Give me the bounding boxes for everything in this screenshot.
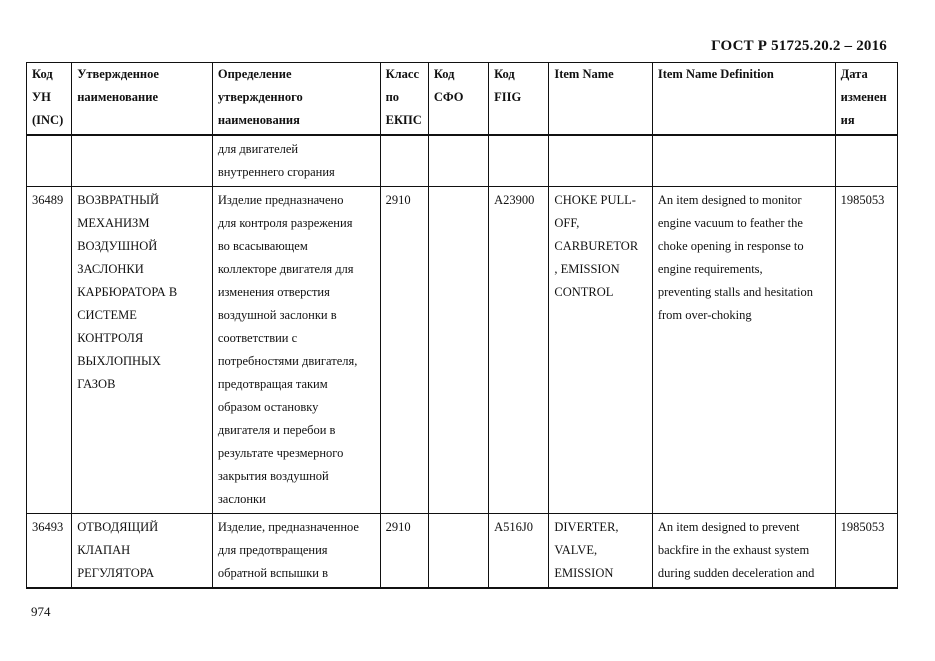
header-text-line: Код [32,67,53,81]
table-cell [380,514,428,589]
cell-text-line: ВЫХЛОПНЫХ [77,354,161,368]
cell-text-line: CHOKE PULL- [554,193,636,207]
cell-text-line: preventing stalls and hesitation [657,285,814,299]
cell-text-line: КЛАПАН [77,543,131,557]
header-text-line: Определение [217,67,292,81]
header-cell [212,63,380,136]
table-cell [835,514,897,589]
table-cell [27,135,72,187]
cell-text-line: Изделие предназначено [217,193,344,207]
header-text-line: Код [494,67,515,81]
header-text-line: ия [840,113,855,127]
cell-text-line: An item designed to monitor [657,193,802,207]
page-number: 974 [31,604,51,619]
cell-text-line: An item designed to prevent [657,520,800,534]
cell-text-line: 36489 [32,193,64,207]
header-cell [549,63,652,136]
table-cell [652,135,835,187]
cell-text-line: from over-choking [657,308,752,322]
cell-text-line: заслонки [217,492,266,506]
cell-text-line: ГАЗОВ [77,377,116,391]
cell-text-line: соответствии с [217,331,298,345]
header-text-line: по [385,90,400,104]
cell-text-line: choke opening in response to [657,239,804,253]
table-cell [380,187,428,514]
table-cell [428,514,488,589]
header-text-line: Утвержденное [77,67,159,81]
table-cell [489,135,549,187]
cell-text-line: изменения отверстия [217,285,330,299]
table-cell [652,187,835,514]
cell-text-line: образом остановку [217,400,319,414]
cell-text-line: CONTROL [554,285,614,299]
cell-text-line: для предотвращения [217,543,328,557]
table-cell [549,135,652,187]
header-text-line: Item Name [554,67,614,81]
cell-text-line: ВОЗВРАТНЫЙ [77,193,160,207]
table-cell [489,514,549,589]
header-text-line: Дата [840,67,868,81]
header-text-line: Item Name Definition [657,67,774,81]
cell-text-line: РЕГУЛЯТОРА [77,566,155,580]
cell-text-line: воздушной заслонки в [217,308,337,322]
cell-text-line: 36493 [32,520,64,534]
header-cell [27,63,72,136]
cell-text-line: engine vacuum to feather the [657,216,803,230]
table-cell [835,135,897,187]
table-cell [72,187,213,514]
table-row [27,514,898,589]
cell-text-line: для контроля разрежения [217,216,353,230]
cell-text-line: 1985053 [840,520,885,534]
header-text-line: наименование [77,90,159,104]
cell-text-line: ОТВОДЯЩИЙ [77,520,159,534]
header-text-line: СФО [433,90,464,104]
cell-text-line: результате чрезмерного [217,446,344,460]
table-cell [380,135,428,187]
cell-text-line: VALVE, [554,543,598,557]
header-cell [489,63,549,136]
header-text-line: (INC) [32,113,64,127]
table-cell [652,514,835,589]
cell-text-line: during sudden deceleration and [657,566,815,580]
cell-text-line: 2910 [385,193,411,207]
table-cell [549,514,652,589]
data-table [26,62,898,589]
cell-text-line: backfire in the exhaust system [657,543,810,557]
header-text-line: утвержденного [217,90,303,104]
header-cell [72,63,213,136]
cell-text-line: КОНТРОЛЯ [77,331,144,345]
cell-text-line: engine requirements, [657,262,763,276]
table-cell [72,514,213,589]
header-cell [652,63,835,136]
header-text-line: ЕКПС [385,113,422,127]
table-cell [27,514,72,589]
cell-text-line: A23900 [494,193,535,207]
cell-text-line: EMISSION [554,566,614,580]
cell-text-line: для двигателей [217,142,299,156]
cell-text-line: двигателя и перебои в [217,423,336,437]
cell-text-line: закрытия воздушной [217,469,329,483]
cell-text-line: коллекторе двигателя для [217,262,354,276]
table-cell [212,187,380,514]
header-cell [380,63,428,136]
cell-text-line: во всасывающем [217,239,308,253]
table-cell [72,135,213,187]
cell-text-line: 1985053 [840,193,885,207]
header-text-line: Класс [385,67,420,81]
cell-text-line: потребностями двигателя, [217,354,358,368]
cell-text-line: ВОЗДУШНОЙ [77,239,158,253]
header-cell [428,63,488,136]
header-text-line: УН [32,90,51,104]
cell-text-line: CARBURETOR [554,239,639,253]
table-cell [27,187,72,514]
table-cell [212,135,380,187]
table-row [27,187,898,514]
cell-text-line: 2910 [385,520,411,534]
cell-text-line: Изделие, предназначенное [217,520,359,534]
cell-text-line: OFF, [554,216,580,230]
cell-text-line: СИСТЕМЕ [77,308,137,322]
table-header-row [27,63,898,136]
header-text-line: Код [433,67,455,81]
cell-text-line: КАРБЮРАТОРА В [77,285,178,299]
cell-text-line: ЗАСЛОНКИ [77,262,144,276]
cell-text-line: МЕХАНИЗМ [77,216,150,230]
cell-text-line: внутреннего сгорания [217,165,335,179]
header-text-line: изменен [840,90,887,104]
table-cell [489,187,549,514]
table-cell [428,187,488,514]
cell-text-line: , EMISSION [554,262,620,276]
cell-text-line: A516J0 [494,520,533,534]
cell-text-line: обратной вспышки в [217,566,329,580]
cell-text-line: DIVERTER, [554,520,619,534]
table-cell [835,187,897,514]
cell-text-line: предотвращая таким [217,377,328,391]
document-title: ГОСТ Р 51725.20.2 – 2016 [711,38,887,54]
table-row [27,135,898,187]
header-text-line: наименования [217,113,300,127]
table-body [27,135,898,588]
table-cell [212,514,380,589]
table-cell [549,187,652,514]
header-text-line: FIIG [494,90,522,104]
header-cell [835,63,897,136]
table-cell [428,135,488,187]
